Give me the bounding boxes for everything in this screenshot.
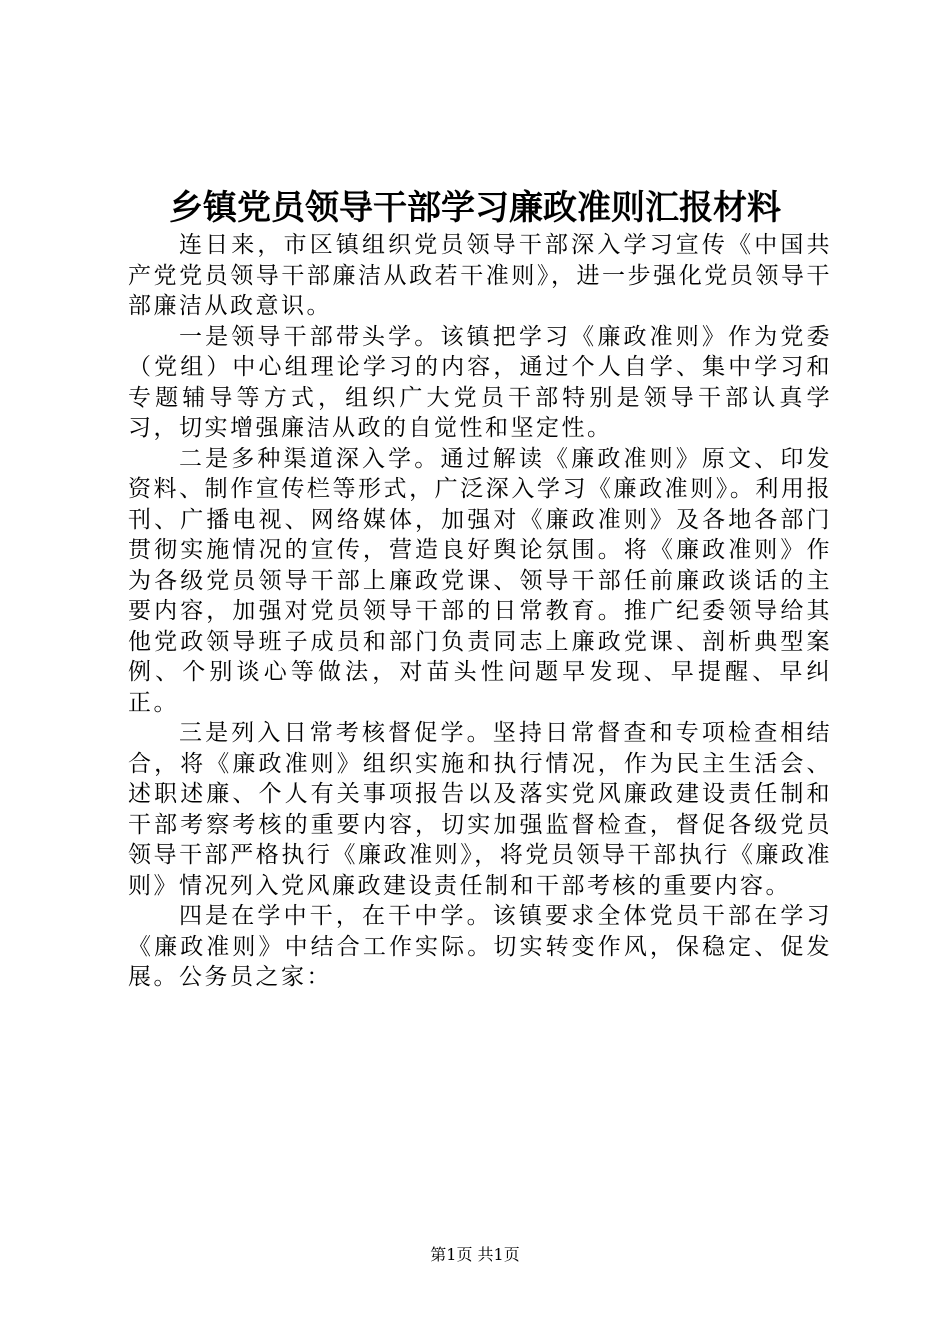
document-title: 乡镇党员领导干部学习廉政准则汇报材料 (169, 188, 781, 228)
page-number-footer: 第1页 共1页 (430, 1245, 520, 1264)
paragraph-point-three: 三是列入日常考核督促学。坚持日常督查和专项检查相结合，将《廉政准则》组织实施和执行情况，作为民主生活会、述职述廉、个人有关事项报告以及落实党风廉政建设责任制和干部考察考核的重要内容，切实加强监督检查，督促各级党员领导干部严格执行《廉政准则》，将党员领导干部执行《廉政准则》情况列入党风廉政建设责任制和干部考核的重要内容。 (128, 720, 832, 899)
paragraph-intro: 连日来，市区镇组织党员领导干部深入学习宣传《中国共产党党员领导干部廉洁从政若干准则》，进一步强化党员领导干部廉洁从政意识。 (128, 232, 832, 319)
paragraph-point-one: 一是领导干部带头学。该镇把学习《廉政准则》作为党委（党组）中心组理论学习的内容，通过个人自学、集中学习和专题辅导等方式，组织广大党员干部特别是领导干部认真学习，切实增强廉洁从政的自觉性和坚定性。 (128, 323, 832, 441)
paragraph-point-four: 四是在学中干，在干中学。该镇要求全体党员干部在学习《廉政准则》中结合工作实际。切实转变作风，保稳定、促发展。公务员之家： (128, 903, 832, 990)
document-body (128, 230, 832, 993)
paragraph-point-two: 二是多种渠道深入学。通过解读《廉政准则》原文、印发资料、制作宣传栏等形式，广泛深入学习《廉政准则》。利用报刊、广播电视、网络媒体，加强对《廉政准则》及各地各部门贯彻实施情况的宣传，营造良好舆论氛围。将《廉政准则》作为各级党员领导干部上廉政党课、领导干部任前廉政谈话的主要内容，加强对党员领导干部的日常教育。推广纪委领导给其他党政领导班子成员和部门负责同志上廉政党课、剖析典型案例、个别谈心等做法，对苗头性问题早发现、早提醒、早纠正。 (128, 445, 832, 716)
